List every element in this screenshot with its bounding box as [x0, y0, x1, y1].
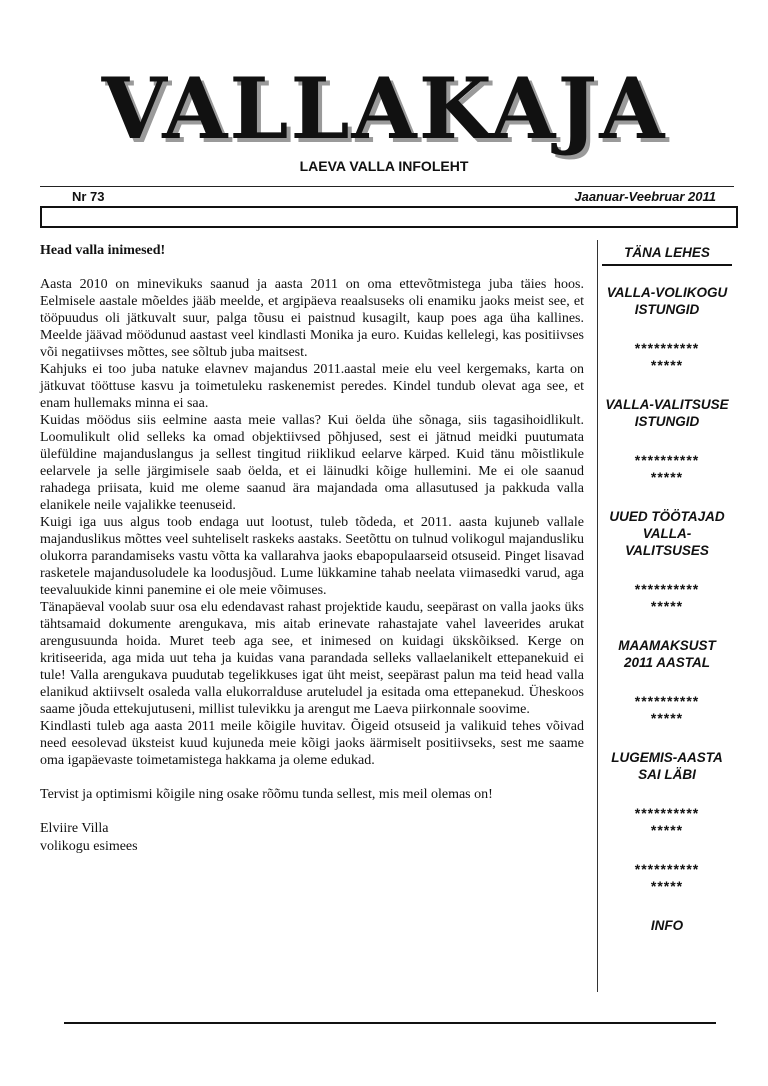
column-divider — [597, 240, 598, 992]
sidebar-stars: ********** ***** — [634, 861, 700, 894]
sidebar-item: VALLA-VOLIKOGU ISTUNGID — [606, 285, 728, 317]
issue-date: Jaanuar-Veebruar 2011 — [574, 189, 716, 204]
sidebar-stars: ********** ***** — [634, 805, 700, 838]
sidebar-heading: TÄNA LEHES — [602, 244, 732, 266]
letter-greeting: Head valla inimesed! — [40, 243, 166, 258]
masthead-subtitle: LAEVA VALLA INFOLEHT — [299, 158, 469, 174]
editorial-letter — [40, 242, 584, 856]
letter-paragraph: Kahjuks ei too juba natuke elavnev majandus 2011.aastal meie elu veel kergemaks, karta on jätkuvat tööttuse kasvu ja toimetuleku raskenemist peredes. Kindel tundub olevat aga see, et enam hullemaks minna ei saa. — [40, 362, 584, 411]
top-rule — [40, 186, 734, 187]
issue-number: Nr 73 — [72, 189, 105, 204]
bottom-rule — [64, 1022, 716, 1024]
contents-sidebar — [602, 244, 732, 956]
sidebar-stars: ********** ***** — [634, 693, 700, 726]
letter-paragraph: Tänapäeval voolab suur osa elu edendavast rahast projektide kaudu, seepärast on valla jaoks üks tähtsamaid dokumente arengukava, mis aitab erinevate rahastajate vahel laveerides arukat arengusuunda hoida. Muret teeb aga see, et inimesed on kuidagi ükskõiksed. Kerge on kritiseerida, aga mida uut teha ja kuidas vana parandada selleks vallaelanikelt ettepanekuid ei tule! Valla arengukava puudutab tegelikkuses igat üht meist, seepärast palun ma teid head valla elanikud aktiivselt osaleda valla elukorralduse aruteludel ja esitada oma ettepanekud. Üheskoos saame jõuda ettekujutuseni, millist tulevikku ja arengut me Laeva piirkonnale soovime. — [40, 600, 584, 717]
letter-closing: Tervist ja optimismi kõigile ning osake rõõmu tunda sellest, mis meil olemas on! — [40, 787, 493, 802]
header-frame-box — [40, 206, 738, 228]
letter-paragraph: Kindlasti tuleb aga aasta 2011 meile kõigile huvitav. Õigeid otsuseid ja valikuid tehes võivad need eesolevad üksteist kuud kujuneda meie kõigi jaoks äärmiselt positiivseks, sest me saame oma igapäevaste toimetamistega hakkama ja oleme edukad. — [40, 719, 584, 768]
sidebar-stars: ********** ***** — [634, 452, 700, 485]
sidebar-item: INFO — [650, 918, 684, 933]
sidebar-item: VALLA-VALITSUSE ISTUNGID — [605, 397, 729, 429]
sidebar-item: UUED TÖÖTAJAD VALLA-VALITSUSES — [609, 509, 725, 558]
signature-title: volikogu esimees — [40, 839, 138, 854]
signature-name: Elviire Villa — [40, 821, 109, 836]
sidebar-item: LUGEMIS-AASTA SAI LÄBI — [611, 750, 723, 782]
letter-paragraph: Kuidas möödus siis eelmine aasta meie vallas? Kui öelda ühe sõnaga, siis tagasihoidlikult. Loomulikult olid selleks ka omad objektiivsed põhjused, sest ei jätnud meidki puutumata ülefüldine majanduslangus ja sellest tingitud riiklikud eelarve kärped. Kuid tänu mõistlikule eelarvele ja selle järgimisele saab öelda, et ei läinudki kõige hullemini. Me ei ole saanud rahadega priisata, kuid me oleme saanud ära majandada oma allasutused ja pakkuda valla elanikele neile vajalikke teenuseid. — [40, 413, 584, 513]
sidebar-stars: ********** ***** — [634, 581, 700, 614]
masthead-title: VALLAKAJA — [101, 59, 667, 158]
letter-paragraph: Aasta 2010 on minevikuks saanud ja aasta 2011 on oma ettevõtmistega juba täies hoos. Eelmisele aastale mõeldes jääb meelde, et argipäeva reaalsuseks oli enamiku jaoks meist see, et tööpuudus oli jätkuvalt suur, palga tõusu ei paistnud kusagilt, kaup poes aga üha kallines. Meelde jäävad möödunud aastast veel kindlasti Monika ja euro. Kuidas kellelegi, kas positiivses või negatiivses mõttes, see sõltub juba maitsest. — [40, 277, 584, 360]
sidebar-stars: ********** ***** — [634, 340, 700, 373]
sidebar-item: MAAMAKSUST 2011 AASTAL — [618, 638, 716, 670]
letter-paragraph: Kuigi iga uus algus toob endaga uut lootust, tuleb tõdeda, et 2011. aasta kujuneb vallale majanduslikus mõttes veel suhteliselt raskeks aastaks. Seetõttu on tulnud volikogul majandusliku olukorra parandamiseks vastu võtta ka vallarahva jaoks ebapopulaarseid otsuseid. Pinget lisavad rasketele majandusoludele ka loodusjõud. Lume lükkamine tahab neelata viimasedki varud, aga teevaluukide kinni panemine ei ole meie võimuses. — [40, 515, 584, 598]
